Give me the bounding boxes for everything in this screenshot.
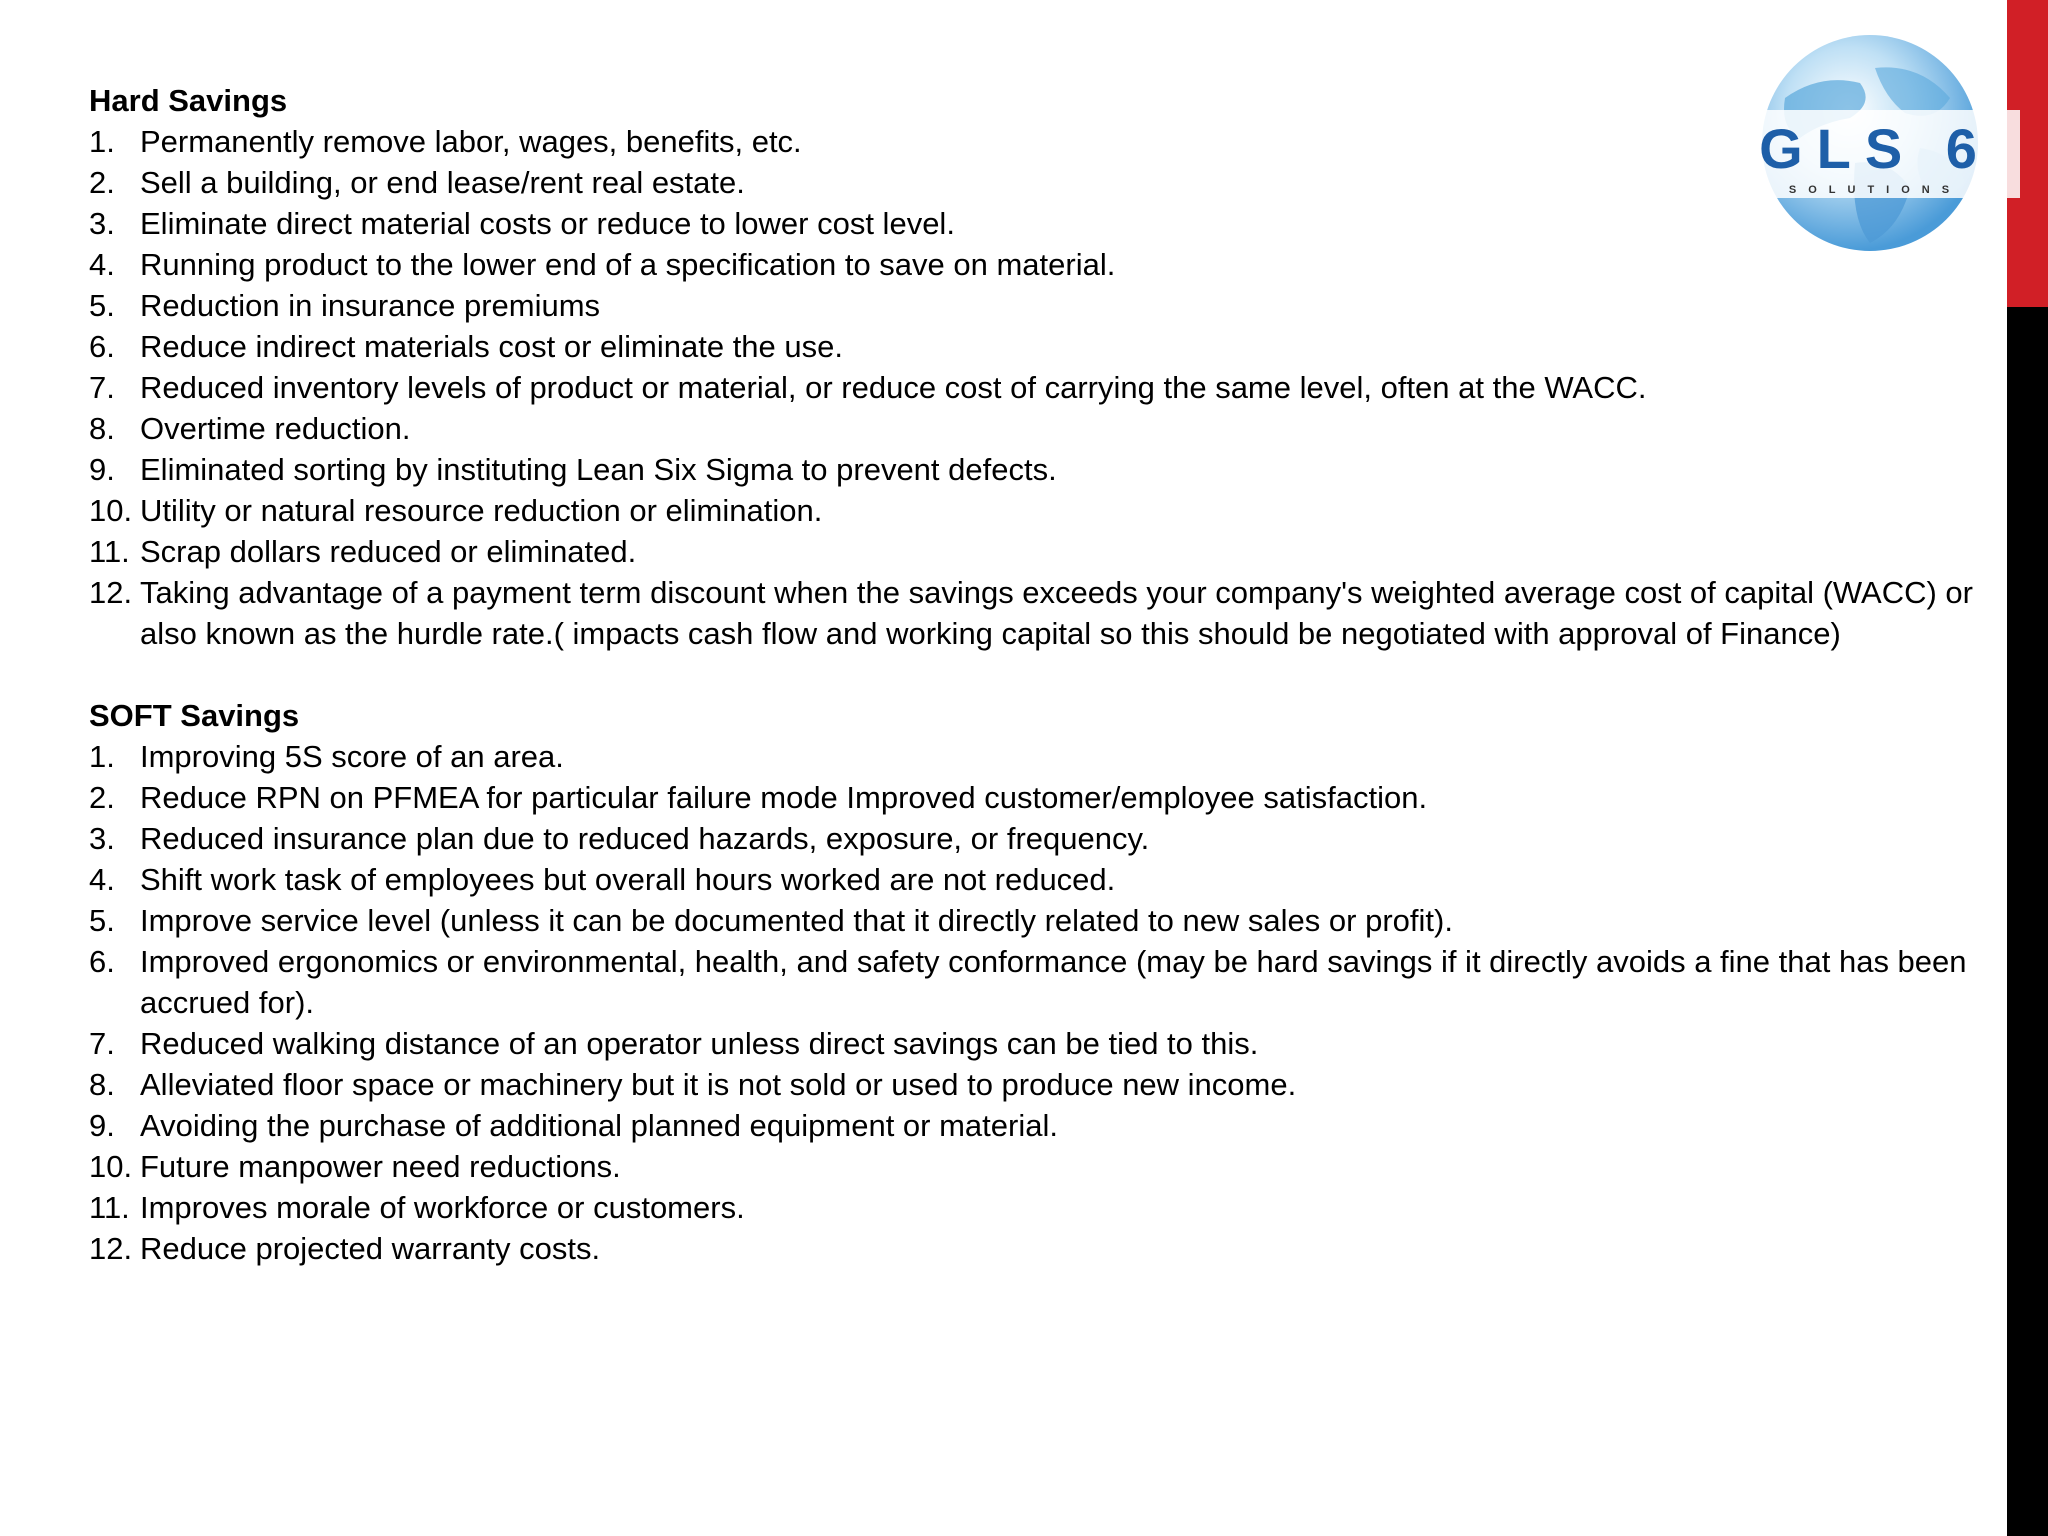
item-text: Improves morale of workforce or customers. xyxy=(140,1190,745,1225)
list-item xyxy=(89,121,2004,162)
item-text: Reduce RPN on PFMEA for particular failure mode Improved customer/employee satisfaction. xyxy=(140,780,1428,815)
item-number: 1. xyxy=(89,124,115,159)
list-item xyxy=(89,900,2004,941)
item-number: 8. xyxy=(89,1067,115,1102)
item-text: Shift work task of employees but overall hours worked are not reduced. xyxy=(140,862,1116,897)
list-item xyxy=(89,1187,2004,1228)
item-number: 5. xyxy=(89,903,115,938)
list-item xyxy=(89,1105,2004,1146)
item-number: 10. xyxy=(89,1149,133,1184)
item-number: 2. xyxy=(89,165,115,200)
list-item xyxy=(89,449,2004,490)
list-item xyxy=(89,818,2004,859)
accent-bar-black xyxy=(2007,307,2048,1536)
hard-savings-title: Hard Savings xyxy=(89,83,288,118)
list-item xyxy=(89,777,2004,818)
item-number: 9. xyxy=(89,1108,115,1143)
item-number: 8. xyxy=(89,411,115,446)
item-number: 2. xyxy=(89,780,115,815)
item-text: Overtime reduction. xyxy=(140,411,411,446)
item-number: 9. xyxy=(89,452,115,487)
list-item xyxy=(89,1146,2004,1187)
item-text: Reduce projected warranty costs. xyxy=(140,1231,601,1266)
item-text: Running product to the lower end of a specification to save on material. xyxy=(140,247,1116,282)
item-number: 7. xyxy=(89,370,115,405)
list-item xyxy=(89,490,2004,531)
section-spacer xyxy=(89,654,2004,695)
item-text: Reduction in insurance premiums xyxy=(140,288,601,323)
list-item xyxy=(89,1228,2004,1269)
item-number: 12. xyxy=(89,1231,133,1266)
item-text: Taking advantage of a payment term discount when the savings exceeds your company's weighted average cost of capital (WACC) or also known as the hurdle rate.( impacts cash flow and working capital so this should be negotiated with approval of Finance) xyxy=(140,575,1973,651)
item-text: Future manpower need reductions. xyxy=(140,1149,621,1184)
list-item xyxy=(89,367,2004,408)
list-item xyxy=(89,859,2004,900)
logo-tagline: SOLUTIONS xyxy=(1788,184,1962,196)
list-item xyxy=(89,285,2004,326)
item-text: Permanently remove labor, wages, benefits, etc. xyxy=(140,124,802,159)
item-number: 1. xyxy=(89,739,115,774)
item-number: 5. xyxy=(89,288,115,323)
item-text: Improved ergonomics or environmental, health, and safety conformance (may be hard savings if it directly avoids a fine that has been accrued for). xyxy=(140,944,1967,1020)
item-number: 3. xyxy=(89,206,115,241)
list-item xyxy=(89,1064,2004,1105)
item-number: 7. xyxy=(89,1026,115,1061)
item-text: Avoiding the purchase of additional planned equipment or material. xyxy=(140,1108,1058,1143)
soft-savings-list xyxy=(89,736,2004,1269)
list-item xyxy=(89,244,2004,285)
item-number: 11. xyxy=(89,1190,130,1225)
list-item xyxy=(89,162,2004,203)
item-number: 12. xyxy=(89,575,133,610)
item-number: 11. xyxy=(89,534,130,569)
item-number: 3. xyxy=(89,821,115,856)
list-item xyxy=(89,572,2004,654)
item-text: Alleviated floor space or machinery but it is not sold or used to produce new income. xyxy=(140,1067,1297,1102)
item-number: 6. xyxy=(89,329,115,364)
list-item xyxy=(89,408,2004,449)
list-item xyxy=(89,941,2004,1023)
list-item xyxy=(89,326,2004,367)
slide-content xyxy=(89,80,2004,1269)
logo-text: GLS 6 xyxy=(1759,117,1991,180)
list-item xyxy=(89,203,2004,244)
item-text: Improve service level (unless it can be documented that it directly related to new sales or profit). xyxy=(140,903,1453,938)
item-number: 10. xyxy=(89,493,133,528)
list-item xyxy=(89,736,2004,777)
item-text: Eliminate direct material costs or reduce to lower cost level. xyxy=(140,206,955,241)
item-text: Reduced walking distance of an operator unless direct savings can be tied to this. xyxy=(140,1026,1259,1061)
item-number: 6. xyxy=(89,944,115,979)
item-number: 4. xyxy=(89,862,115,897)
hard-savings-list xyxy=(89,121,2004,654)
item-text: Eliminated sorting by instituting Lean Six Sigma to prevent defects. xyxy=(140,452,1057,487)
list-item xyxy=(89,1023,2004,1064)
item-text: Utility or natural resource reduction or elimination. xyxy=(140,493,823,528)
item-text: Sell a building, or end lease/rent real estate. xyxy=(140,165,745,200)
item-text: Scrap dollars reduced or eliminated. xyxy=(140,534,637,569)
item-text: Reduced inventory levels of product or material, or reduce cost of carrying the same level, often at the WACC. xyxy=(140,370,1647,405)
soft-savings-title: SOFT Savings xyxy=(89,698,300,733)
item-text: Reduced insurance plan due to reduced hazards, exposure, or frequency. xyxy=(140,821,1150,856)
item-text: Improving 5S score of an area. xyxy=(140,739,564,774)
list-item xyxy=(89,531,2004,572)
item-number: 4. xyxy=(89,247,115,282)
item-text: Reduce indirect materials cost or eliminate the use. xyxy=(140,329,843,364)
